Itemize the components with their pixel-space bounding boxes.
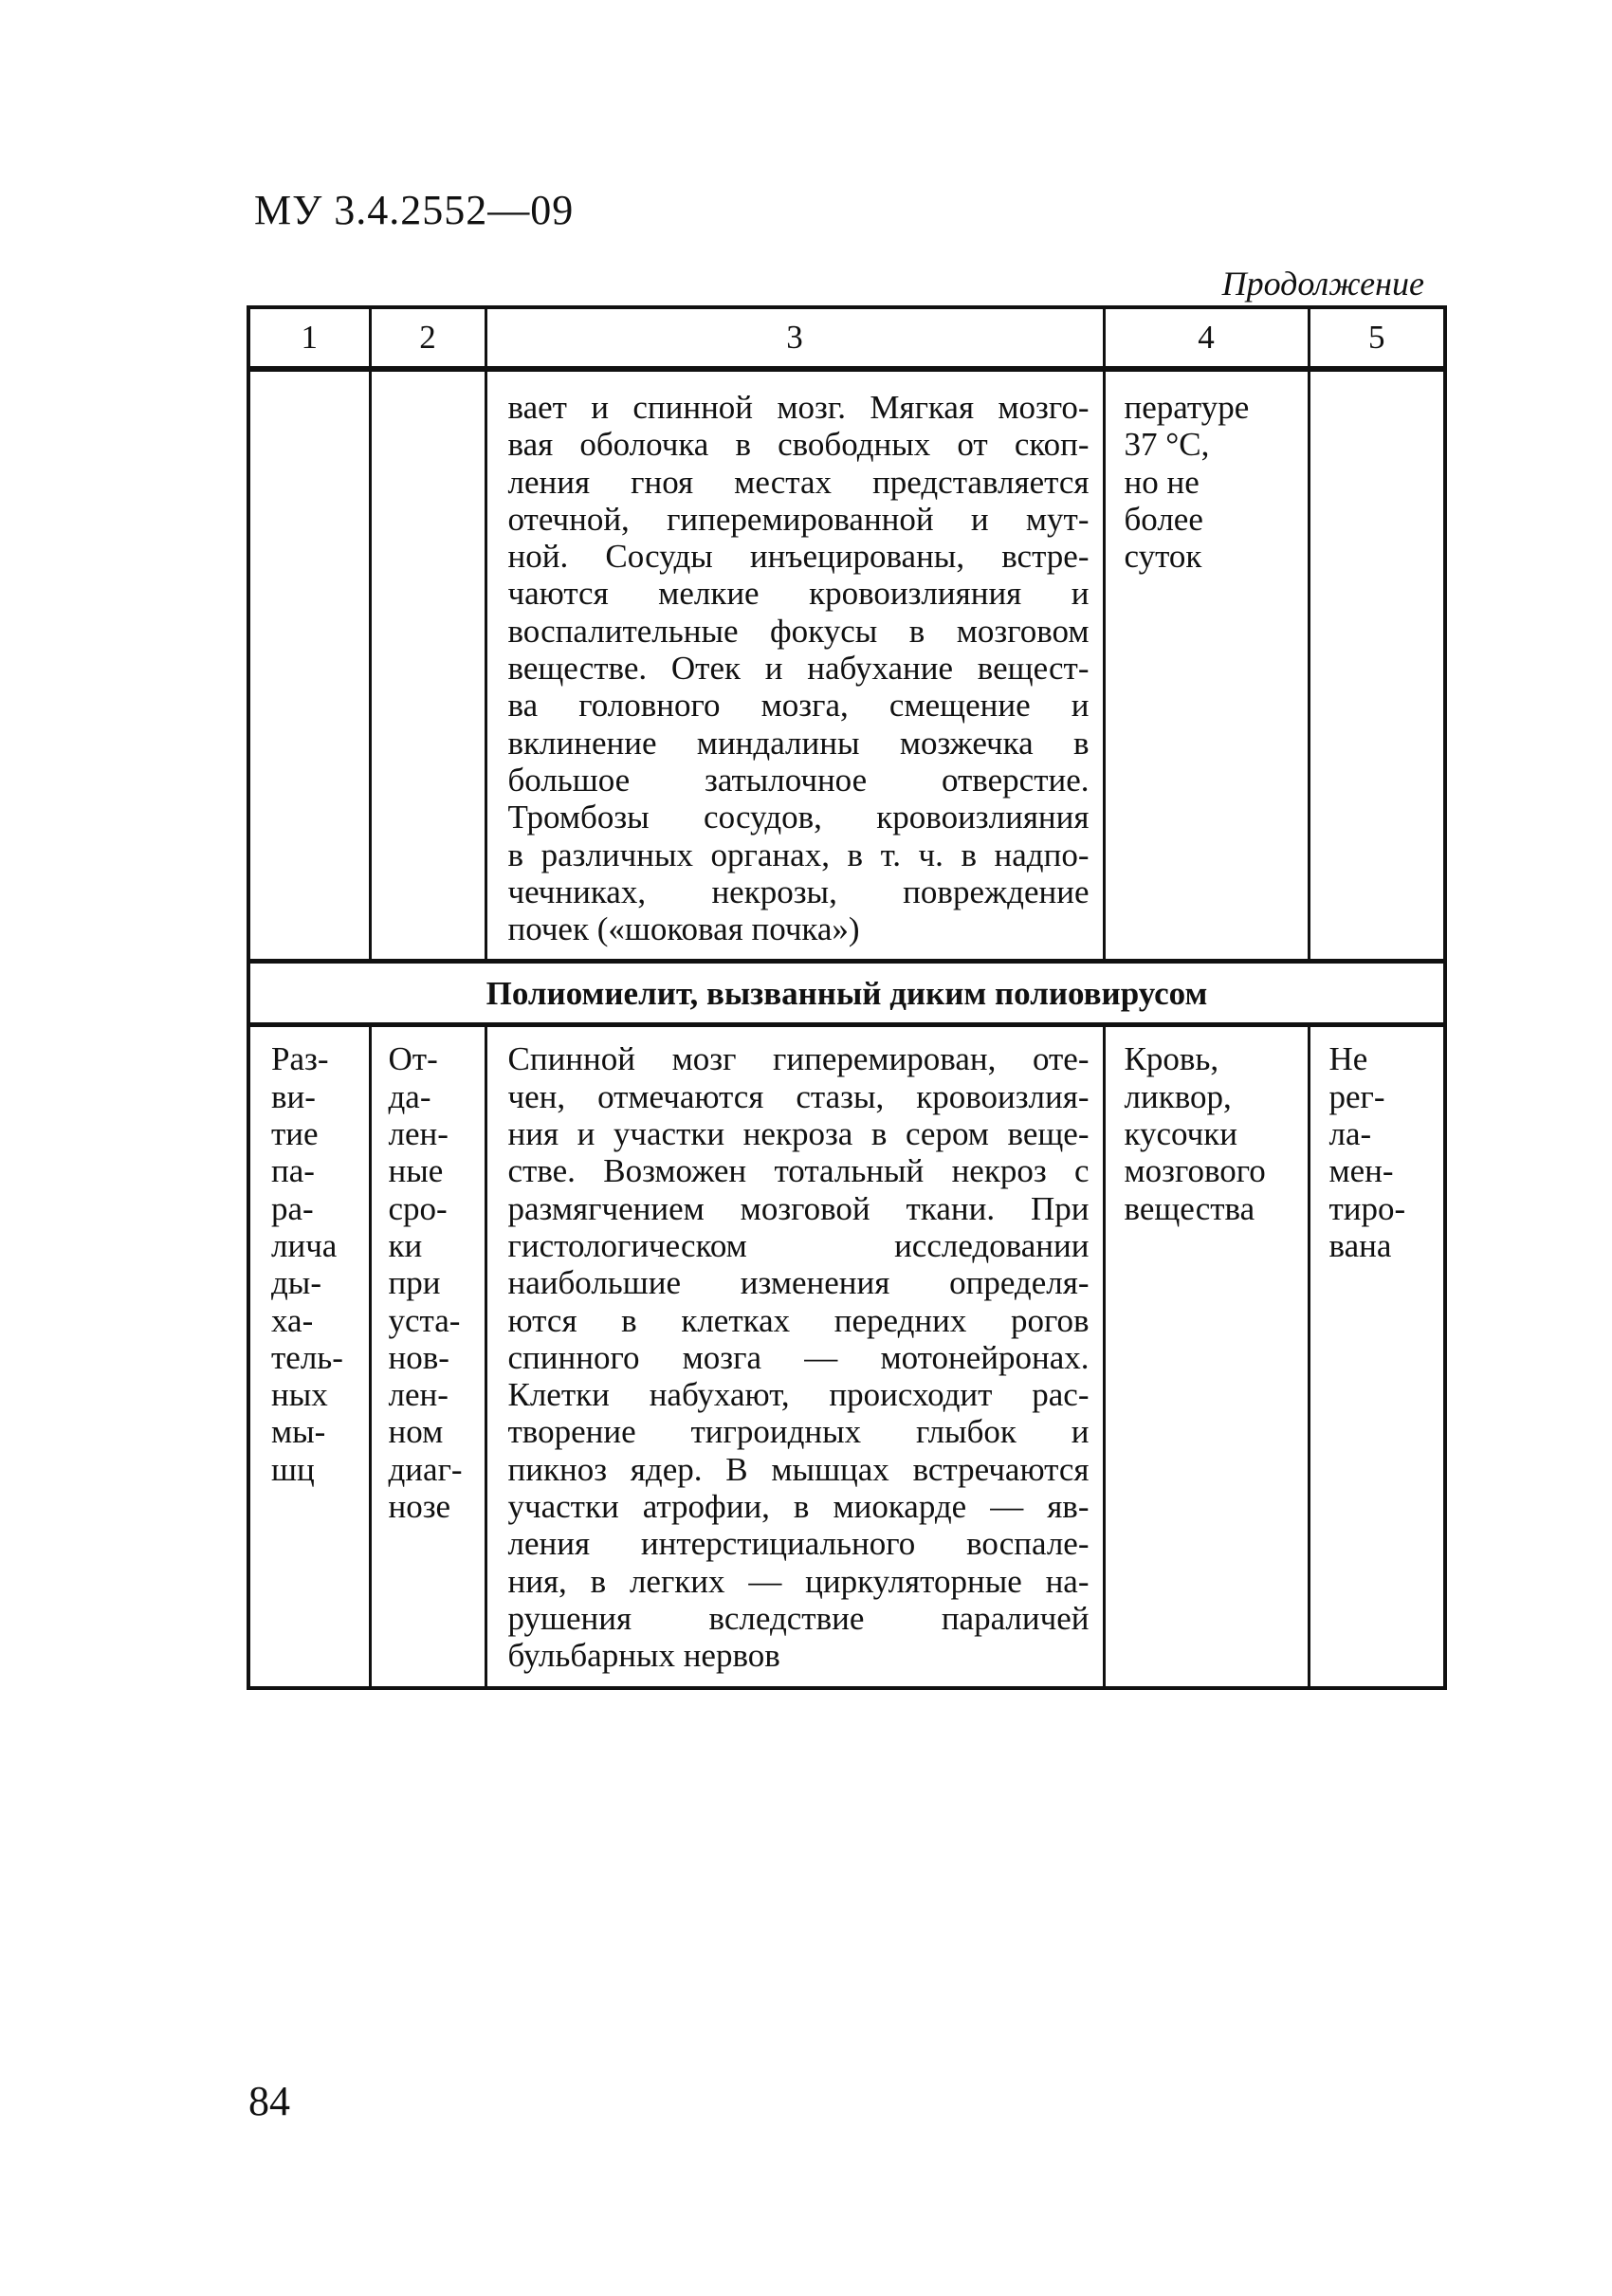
table-cell (248, 1025, 370, 1688)
table-cell (485, 1025, 1104, 1688)
continuation-label: Продолжение (1221, 265, 1424, 303)
text-line: ния и участки некроза в сером веще- (507, 1115, 1090, 1153)
text-line: Спинной мозг гиперемирован, оте- (507, 1040, 1090, 1078)
text-line: размягчением мозговой ткани. При (507, 1189, 1090, 1227)
text-line: пературе (1124, 389, 1250, 426)
section-title: Полиомиелит, вызванный диким полиовирусом (248, 962, 1445, 1025)
text-line: шц (271, 1450, 315, 1488)
cell-text-block (1106, 372, 1308, 584)
text-line: вклинение миндалины мозжечка в (507, 724, 1090, 762)
cell-text-block (250, 1027, 369, 1497)
text-line: вает и спинной мозг. Мягкая мозго- (507, 389, 1090, 426)
text-line: нов- (388, 1338, 449, 1376)
text-line: вещества (1124, 1189, 1255, 1227)
text-line: вана (1328, 1226, 1392, 1264)
text-line: ва головного мозга, смещение и (507, 687, 1090, 725)
text-line: мы- (271, 1413, 326, 1451)
text-line: суток (1124, 538, 1202, 576)
table-row (248, 369, 1445, 962)
column-header: 1 (248, 307, 370, 369)
text-line: ви- (271, 1077, 316, 1115)
table-header-row (248, 307, 1445, 369)
data-table (247, 305, 1447, 1690)
table-cell (248, 369, 370, 962)
text-line: ха- (271, 1301, 314, 1339)
text-line: тиро- (1328, 1189, 1406, 1227)
text-line: лен- (388, 1376, 449, 1414)
text-line: нозе (388, 1488, 451, 1526)
section-header-row (248, 962, 1445, 1025)
table-cell (370, 1025, 485, 1688)
text-line: ла- (1328, 1115, 1372, 1153)
table-cell (370, 369, 485, 962)
table-cell (1309, 1025, 1445, 1688)
column-header: 3 (485, 307, 1104, 369)
text-line: ются в клетках передних рогов (507, 1301, 1090, 1339)
text-line: тель- (271, 1338, 343, 1376)
text-line: чен, отмечаются стазы, кровоизлия- (507, 1077, 1090, 1115)
text-line: отечной, гиперемированной и мут- (507, 500, 1090, 538)
text-line: кусочки (1124, 1115, 1237, 1153)
text-line: стве. Возможен тотальный некроз с (507, 1152, 1090, 1190)
text-line: Кровь, (1124, 1040, 1219, 1078)
page-number: 84 (248, 2078, 290, 2124)
text-line: гистологическом исследовании (507, 1226, 1090, 1264)
text-line: большое затылочное отверстие. (507, 761, 1090, 799)
column-header: 5 (1309, 307, 1445, 369)
table-cell (1104, 369, 1309, 962)
cell-text-block (1106, 1027, 1308, 1236)
table-cell (1309, 369, 1445, 962)
text-line: уста- (388, 1301, 461, 1339)
text-line: ра- (271, 1189, 314, 1227)
text-line: воспалительные фокусы в мозговом (507, 612, 1090, 650)
text-line: диаг- (388, 1450, 463, 1488)
text-line: ния, в легких — циркуляторные на- (507, 1562, 1090, 1600)
text-line: в различных органах, в т. ч. в надпо- (507, 836, 1090, 873)
text-line: ном (388, 1413, 444, 1451)
text-line: бульбарных нервов (507, 1637, 780, 1675)
cell-text-block (487, 372, 1103, 959)
table-container (247, 305, 1443, 1690)
text-line: творение тигроидных глыбок и (507, 1413, 1090, 1451)
text-line: да- (388, 1077, 431, 1115)
text-line: лича (271, 1226, 338, 1264)
text-line: при (388, 1264, 441, 1302)
text-line: тие (271, 1115, 319, 1153)
text-line: рег- (1328, 1077, 1385, 1115)
text-line: Клетки набухают, происходит рас- (507, 1376, 1090, 1414)
text-line: спинного мозга — мотонейронах. (507, 1338, 1090, 1376)
document-code: МУ 3.4.2552—09 (254, 187, 575, 233)
text-line: мен- (1328, 1152, 1394, 1190)
column-header: 4 (1104, 307, 1309, 369)
text-line: вая оболочка в свободных от скоп- (507, 426, 1090, 464)
text-line: веществе. Отек и набухание вещест- (507, 650, 1090, 688)
text-line: сро- (388, 1189, 448, 1227)
text-line: 37 °С, (1124, 426, 1210, 464)
text-line: почек («шоковая почка») (507, 910, 860, 948)
table-row (248, 1025, 1445, 1688)
text-line: па- (271, 1152, 315, 1190)
text-line: ных (271, 1376, 328, 1414)
text-line: участки атрофии, в миокарде — яв- (507, 1488, 1090, 1526)
cell-text-block (372, 1027, 485, 1534)
text-line: ления гноя местах представляется (507, 463, 1090, 501)
column-header: 2 (370, 307, 485, 369)
text-line: ные (388, 1152, 444, 1190)
text-line: рушения вследствие параличей (507, 1599, 1090, 1637)
text-line: но не (1124, 463, 1200, 501)
text-line: мозгового (1124, 1152, 1266, 1190)
text-line: Раз- (271, 1040, 329, 1078)
table-cell (485, 369, 1104, 962)
text-line: чечниках, некрозы, повреждение (507, 872, 1090, 910)
text-line: ки (388, 1226, 423, 1264)
text-line: ликвор, (1124, 1077, 1232, 1115)
cell-text-block (1310, 1027, 1444, 1274)
text-line: Тромбозы сосудов, кровоизлияния (507, 799, 1090, 836)
table-cell (1104, 1025, 1309, 1688)
text-line: наибольшие изменения определя- (507, 1264, 1090, 1302)
text-line: ды- (271, 1264, 321, 1302)
text-line: чаются мелкие кровоизлияния и (507, 575, 1090, 613)
cell-text-block (487, 1027, 1103, 1685)
text-line: пикноз ядер. В мышцах встречаются (507, 1450, 1090, 1488)
text-line: От- (388, 1040, 438, 1078)
text-line: ления интерстициального воспале- (507, 1525, 1090, 1563)
text-line: Не (1328, 1040, 1368, 1078)
text-line: ной. Сосуды инъецированы, встре- (507, 538, 1090, 576)
text-line: более (1124, 500, 1203, 538)
text-line: лен- (388, 1115, 449, 1153)
